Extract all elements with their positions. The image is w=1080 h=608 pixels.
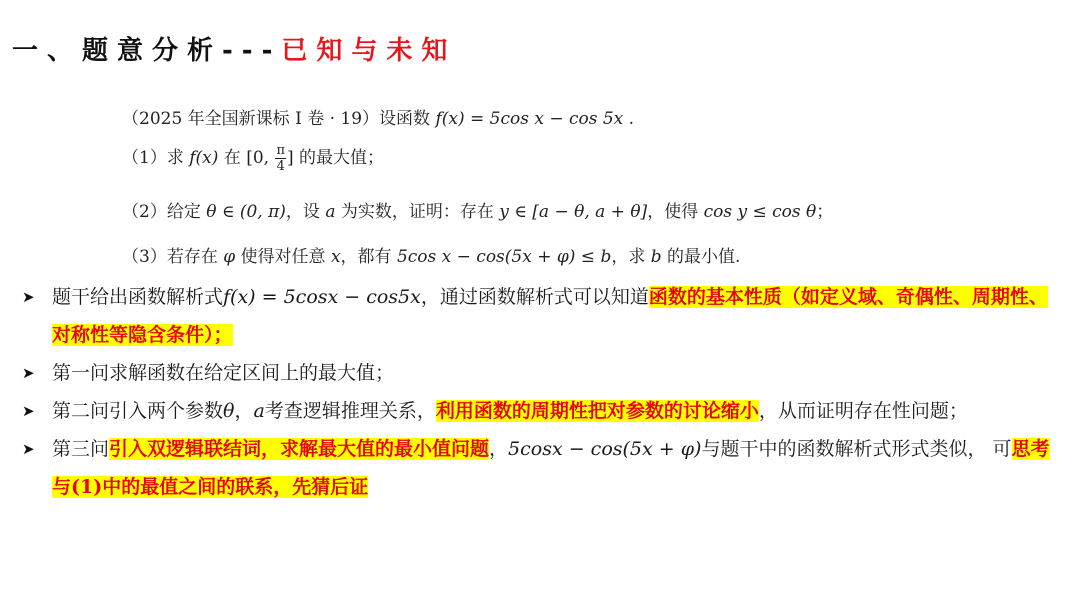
fraction-denominator: 4: [276, 159, 285, 174]
q3-x: x: [330, 247, 341, 267]
q2-text-3: ，使得: [647, 202, 704, 222]
fraction-numerator: π: [276, 143, 286, 158]
b4-text-2: 与题干中的函数解析式形式类似， 可: [701, 438, 1012, 460]
b1-function: f(x) = 5cosx − cos5x: [223, 286, 421, 308]
b3-a: a: [253, 400, 265, 422]
q3-label: （3）若存在: [122, 247, 224, 267]
arrow-bullet-icon: ➤: [22, 288, 35, 306]
q1-interval-start: 在 [0,: [218, 148, 275, 168]
b4-expression: 5cosx − cos(5x + φ): [508, 438, 702, 460]
q3-text-2: ，都有: [340, 247, 397, 267]
arrow-bullet-icon: ➤: [22, 440, 35, 458]
b1-highlight: 函数的基本性质（如定义域、奇偶性、周期性、对称性等隐含条件）；: [52, 286, 1048, 346]
title-main: 一、题意分析---: [12, 35, 282, 66]
q2-param-a: a: [325, 202, 336, 222]
bullet-question-1: [22, 354, 1062, 392]
function-definition: f(x) = 5cos x − cos 5x .: [435, 109, 635, 129]
b2-text: 第一问求解函数在给定区间上的最大值；: [52, 362, 395, 384]
b3-highlight: 利用函数的周期性把对参数的讨论缩小: [435, 400, 759, 422]
bullet-question-2: [22, 392, 1062, 430]
q2-label: （2）给定: [122, 202, 207, 222]
analysis-bullets: [22, 278, 1062, 506]
question-2: [122, 197, 833, 222]
arrow-bullet-icon: ➤: [22, 402, 35, 420]
q2-text: ，设: [285, 202, 326, 222]
q3-inequality: 5cos x − cos(5x + φ) ≤ b: [396, 247, 612, 267]
section-title: [12, 26, 456, 70]
q2-y-range: y ∈ [a − θ, a + θ]: [499, 202, 648, 222]
q2-end: ；: [816, 202, 834, 222]
q3-text-3: ，求: [611, 247, 651, 267]
q2-inequality: cos y ≤ cos θ: [703, 202, 817, 222]
q3-b: b: [650, 247, 662, 267]
pi-over-4-fraction: [275, 143, 286, 174]
title-highlight: 已知与未知: [281, 35, 457, 66]
q3-phi: φ: [223, 247, 236, 267]
problem-source: （2025 年全国新课标 Ⅰ 卷 · 19）设函数: [122, 109, 436, 129]
problem-stem: [122, 104, 634, 129]
arrow-bullet-icon: ➤: [22, 364, 35, 382]
b3-theta: θ: [223, 400, 235, 422]
question-1: [122, 143, 384, 174]
q2-text-2: 为实数，证明：存在: [335, 202, 500, 222]
b1-text: 题干给出函数解析式: [52, 286, 224, 308]
bullet-stem-analysis: [22, 278, 1062, 354]
b3-text: 第二问引入两个参数: [52, 400, 224, 422]
b4-text: 第三问: [52, 438, 110, 460]
b3-comma: ，: [234, 400, 254, 422]
b3-text-2: 考查逻辑推理关系，: [264, 400, 436, 422]
q3-text: 使得对任意: [235, 247, 331, 267]
b3-text-3: ，从而证明存在性问题；: [758, 400, 968, 422]
q3-end: 的最小值.: [661, 247, 741, 267]
b1-text-2: ，通过函数解析式可以知道: [420, 286, 649, 308]
b4-comma: ，: [489, 438, 509, 460]
b4-highlight-1: 引入双逻辑联结词，求解最大值的最小值问题: [109, 438, 490, 460]
b4-highlight-2: 思考与(1)中的最值之间的联系，先猜后证: [52, 438, 1050, 498]
q1-ending: ] 的最大值；: [287, 148, 385, 168]
question-3: [122, 242, 740, 267]
q1-function: f(x): [189, 148, 219, 168]
q2-theta-range: θ ∈ (0, π): [206, 202, 286, 222]
q1-label: （1）求: [122, 148, 190, 168]
bullet-question-3: [22, 430, 1062, 506]
